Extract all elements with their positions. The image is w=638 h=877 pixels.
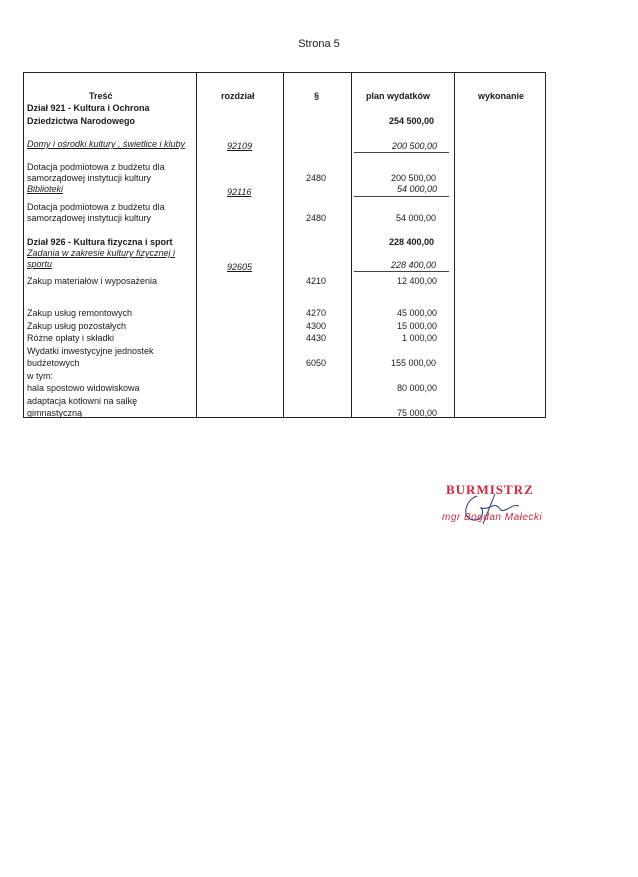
item-label: Zakup usług pozostałych [27,321,127,331]
item-label: adaptacja kotłowni na salkę [27,396,138,406]
item-label: hala spostowo widowiskowa [27,383,140,393]
item-label: budżetowych [27,358,80,368]
amount-underline [354,271,449,272]
amount-underline [354,196,449,197]
column-divider [454,73,455,417]
item-amount: 1 000,00 [402,333,438,343]
item-amount: 54 000,00 [396,213,437,223]
chapter-code: 92116 [227,187,252,197]
page-number: Strona 5 [298,38,340,50]
column-divider [196,73,197,417]
item-paragraf: 4210 [306,276,327,286]
column-header-paragraf: § [314,91,320,101]
item-label: gimnastyczną [27,408,83,418]
column-header-wykonanie: wykonanie [478,91,525,101]
item-label: Różne opłaty i składki [27,333,115,343]
item-label: Dotacja podmiotowa z budżetu dla [27,162,165,172]
item-label: Dotacja podmiotowa z budżetu dla [27,202,165,212]
item-label: samorządowej instytucji kultury [27,173,152,183]
item-label: Wydatki inwestycyjne jednostek [27,346,154,356]
item-amount: 15 000,00 [397,321,438,331]
item-amount: 45 000,00 [397,308,438,318]
column-divider [283,73,284,417]
chapter-amount: 200 500,00 [392,141,438,151]
chapter-label: Zadania w zakresie kultury fizycznej i [27,248,176,258]
chapter-amount: 54 000,00 [397,184,438,194]
chapter-label: Domy i ośrodki kultury , świetlice i kluby [27,139,186,149]
section-title: Dziedzictwa Narodowego [27,116,136,126]
stamp-name: mgr Bogdan Małecki [442,512,543,523]
budget-table [23,72,546,418]
item-paragraf: 2480 [306,173,327,183]
item-paragraf: 6050 [306,358,327,368]
chapter-code: 92109 [227,141,253,151]
item-amount: 80 000,00 [397,383,438,393]
section-amount: 254 500,00 [389,116,435,126]
item-label: samorządowej instytucji kultury [27,213,152,223]
chapter-label: Biblioteki [27,184,64,194]
item-paragraf: 4270 [306,308,327,318]
chapter-code: 92605 [227,262,253,272]
section-title: Dział 921 - Kultura i Ochrona [27,103,150,113]
item-amount: 12 400,00 [397,276,438,286]
item-paragraf: 4430 [306,333,327,343]
item-amount: 200 500,00 [391,173,437,183]
section-amount: 228 400,00 [389,237,435,247]
stamp-title: BURMISTRZ [446,482,534,497]
item-paragraf: 2480 [306,213,327,223]
item-label: Zakup usług remontowych [27,308,133,318]
column-header-plan: plan wydatków [366,91,431,101]
w-tym-label: w tym: [27,371,53,381]
section-title: Dział 926 - Kultura fizyczna i sport [27,237,173,247]
item-label: Zakup materiałów i wyposażenia [27,276,158,286]
item-amount: 75 000,00 [397,408,438,418]
column-header-rozdzial: rozdział [221,91,255,101]
item-amount: 155 000,00 [391,358,437,368]
column-divider [351,73,352,417]
chapter-label: sportu [27,259,53,269]
amount-underline [354,152,449,153]
chapter-amount: 228 400,00 [391,260,437,270]
item-paragraf: 4300 [306,321,327,331]
column-header-tresc: Treść [89,91,113,101]
